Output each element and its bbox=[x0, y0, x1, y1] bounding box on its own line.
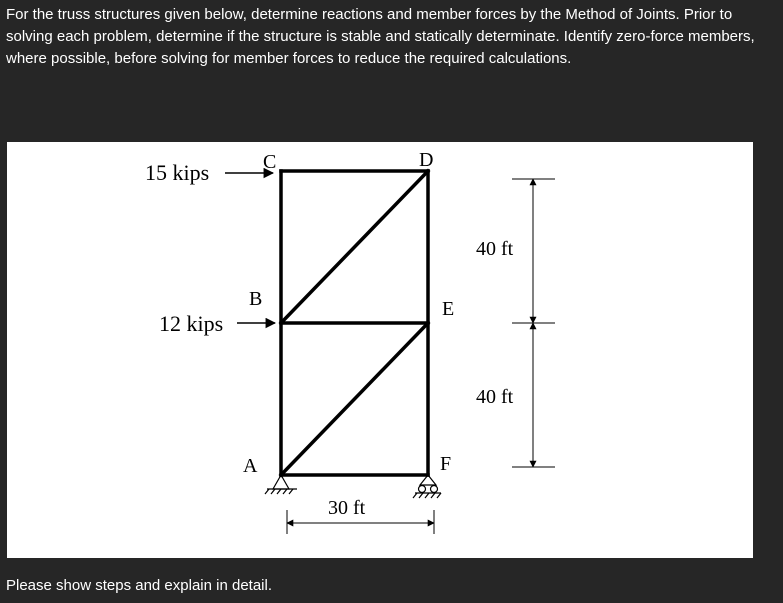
node-label-D: D bbox=[419, 149, 434, 171]
dimension-label-height-lower: 40 ft bbox=[476, 386, 514, 408]
footer-text: Please show steps and explain in detail. bbox=[6, 577, 273, 594]
dimension-label-width: 30 ft bbox=[328, 497, 366, 519]
node-label-E: E bbox=[442, 298, 455, 320]
truss-members bbox=[281, 171, 428, 475]
node-label-C: C bbox=[263, 151, 277, 173]
node-label-A: A bbox=[243, 455, 258, 477]
question-text: For the truss structures given below, determine reactions and member forces by the Method of Joints. Prior to solving each problem, determine if the structure is stable and statically determinate. Identify zero-force members, where possible, before solving for member forces to reduce the required calculations. bbox=[6, 6, 755, 67]
roller-support-F bbox=[413, 475, 441, 498]
node-label-B: B bbox=[249, 288, 263, 310]
load-label-middle: 12 kips bbox=[159, 311, 224, 336]
dimension-label-height-upper: 40 ft bbox=[476, 238, 514, 260]
load-label-top: 15 kips bbox=[145, 160, 210, 185]
node-label-F: F bbox=[440, 453, 452, 475]
height-dimension bbox=[512, 179, 555, 467]
member-BD bbox=[281, 171, 428, 323]
member-AE bbox=[281, 323, 428, 475]
truss-figure bbox=[7, 142, 753, 558]
pin-support-A bbox=[265, 475, 297, 494]
